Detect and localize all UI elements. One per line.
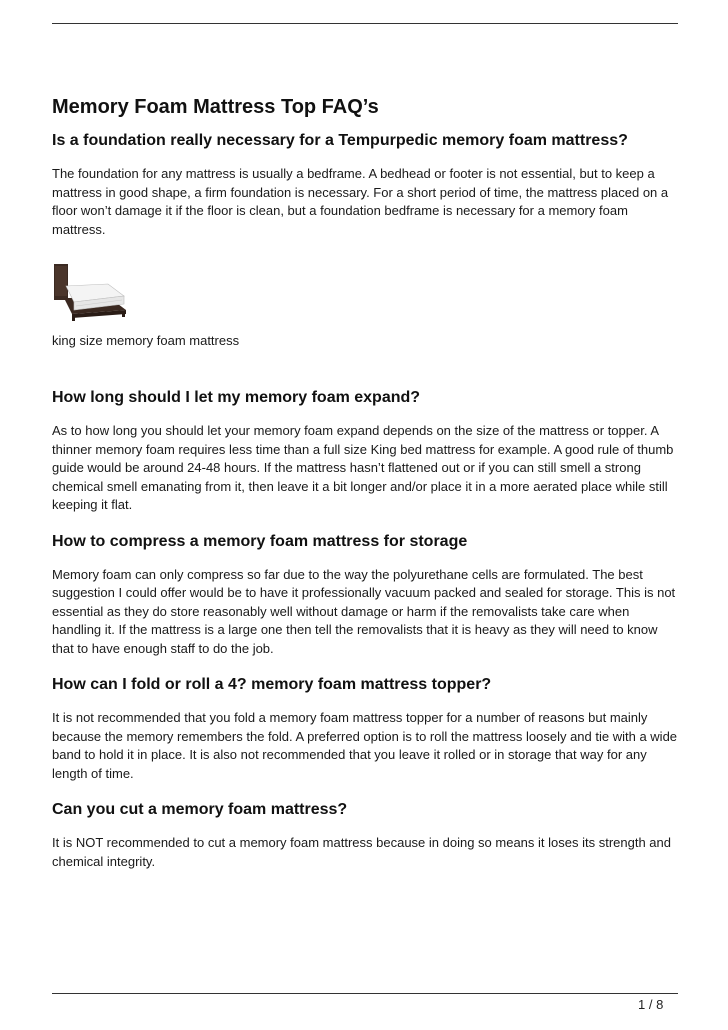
document-body [52, 94, 680, 871]
mattress-figure [52, 262, 128, 322]
page-title: Memory Foam Mattress Top FAQ’s [52, 96, 379, 118]
bed-mattress-image [52, 262, 128, 322]
footer-rule [52, 993, 678, 994]
section-text-fold: It is not recommended that you fold a memory foam mattress topper for a number of reasons but mainly because the memory remembers the fold. A preferred option is to roll the mattress loosely and tie with a wide band to hold it in place. It is also not recommended that you leave it rolled or in storage that way for any length of time. [52, 710, 678, 781]
section-heading-compress: How to compress a memory foam mattress for storage [52, 532, 468, 550]
section-text-expand: As to how long you should let your memory foam expand depends on the size of the mattress or topper. A thinner memory foam requires less time than a full size King bed mattress for example. A good rule of thumb guide would be around 24-48 hours. If the mattress hasn’t flattened out or if you can still smell a strong chemical smell emanating from it, then leave it a bit longer and/or place it in a more aerated place while still keeping it flat. [52, 423, 674, 512]
section-heading-cut: Can you cut a memory foam mattress? [52, 801, 348, 818]
section-text-foundation: The foundation for any mattress is usually a bedframe. A bedhead or footer is not essential, but to keep a mattress in good shape, a firm foundation is necessary. For a short period of time, the mattress placed on a floor won’t damage it if the floor is clean, but a foundation bedframe is necessary for a memory foam mattress. [52, 166, 669, 237]
figure-caption: king size memory foam mattress [52, 333, 240, 348]
section-text-cut: It is NOT recommended to cut a memory foam mattress because in doing so means it loses its strength and chemical integrity. [52, 835, 671, 869]
section-heading-expand: How long should I let my memory foam expand? [52, 389, 421, 406]
header-rule [52, 23, 678, 24]
section-heading-foundation: Is a foundation really necessary for a Tempurpedic memory foam mattress? [52, 132, 628, 149]
section-heading-fold: How can I fold or roll a 4? memory foam mattress topper? [52, 676, 492, 693]
page-number: 1 / 8 [638, 997, 664, 1012]
section-text-compress: Memory foam can only compress so far due to the way the polyurethane cells are formulated. The best suggestion I could offer would be to have it professionally vacuum packed and sealed for storage. This is not essential as they do store reasonably well without damage or harm if the removalists take care when handling it. If the mattress is a large one then tell the removalists that it is heavy as they will need to know that to have enough staff to do the job. [52, 566, 676, 656]
